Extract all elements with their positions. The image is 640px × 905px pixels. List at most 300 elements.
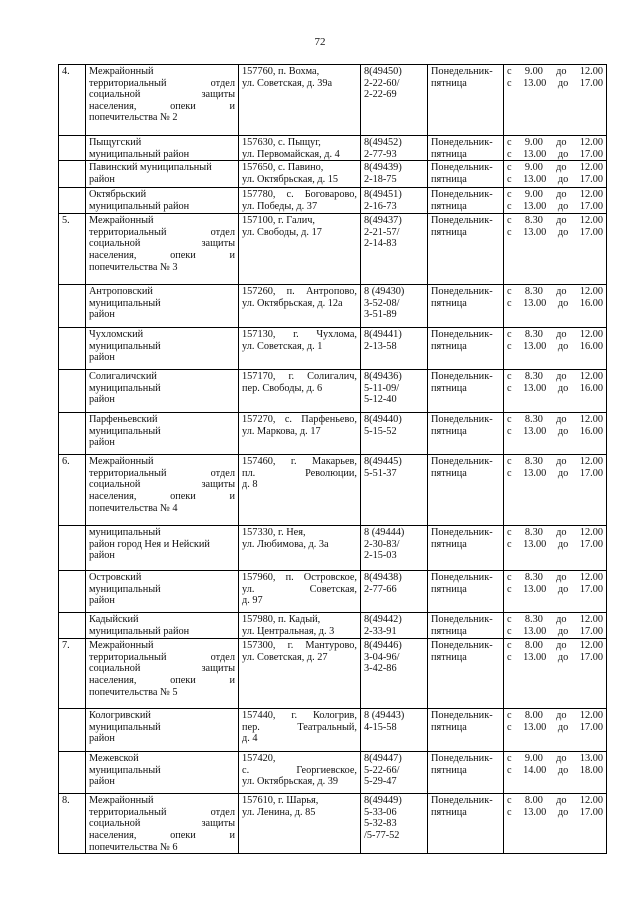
name-line: территориальный отдел [89, 467, 235, 479]
name-line: муниципальный [89, 425, 161, 437]
phone-line: 8(49445) [364, 456, 402, 468]
address-line: пл. Революции, [242, 467, 357, 479]
cell-hours [504, 214, 607, 285]
cell-address [239, 161, 361, 188]
cell-name [86, 639, 239, 709]
address-line: д. 8 [242, 479, 258, 491]
address-line: 157260, п. Антропово, [242, 286, 357, 298]
address-line: пер. Театральный, [242, 721, 357, 733]
days-line: Понедельник- [431, 753, 493, 765]
hours-line: с 13.00 до 17.00 [507, 226, 603, 238]
cell-number [59, 639, 86, 709]
days-line: Понедельник- [431, 710, 493, 722]
cell-days [428, 188, 504, 214]
cell-hours [504, 455, 607, 526]
table-row [59, 214, 607, 285]
name-line: Кологривский [89, 710, 151, 722]
cell-phone [361, 526, 428, 571]
address-line: 157440, г. Кологрив, [242, 710, 357, 722]
days-line: пятница [431, 340, 467, 352]
phone-line: 5-51-37 [364, 467, 397, 479]
hours-line: с 14.00 до 18.00 [507, 764, 603, 776]
name-line: социальной защиты [89, 89, 235, 101]
phone-line: 8(49451) [364, 189, 402, 201]
phone-line: 5-32-83 [364, 818, 397, 830]
cell-days [428, 526, 504, 571]
cell-phone [361, 285, 428, 328]
cell-hours [504, 709, 607, 752]
cell-number [59, 214, 86, 285]
cell-days [428, 455, 504, 526]
cell-days [428, 136, 504, 161]
name-line: населения, опеки и [89, 249, 235, 261]
phone-line: 3-52-08/ [364, 297, 400, 309]
departments-table [58, 64, 607, 854]
cell-phone [361, 136, 428, 161]
name-line: муниципальный [89, 583, 161, 595]
cell-number [59, 571, 86, 613]
table-row [59, 370, 607, 413]
days-line: Понедельник- [431, 527, 493, 539]
phone-line: 2-13-58 [364, 340, 397, 352]
table-row [59, 413, 607, 455]
cell-address [239, 370, 361, 413]
days-line: Понедельник- [431, 215, 493, 227]
cell-phone [361, 794, 428, 854]
cell-name [86, 65, 239, 136]
cell-hours [504, 328, 607, 370]
hours-line: с 13.00 до 16.00 [507, 340, 603, 352]
table-row [59, 639, 607, 709]
name-line: муниципальный район [89, 625, 190, 637]
cell-name [86, 526, 239, 571]
cell-hours [504, 752, 607, 794]
phone-line: 8(49442) [364, 614, 402, 626]
address-line: ул. Советская, д. 39а [242, 77, 333, 89]
name-line: Солигаличский [89, 371, 157, 383]
name-line: социальной защиты [89, 818, 235, 830]
name-line: попечительства № 6 [89, 841, 178, 853]
name-line: Антроповский [89, 286, 153, 298]
cell-hours [504, 161, 607, 188]
cell-number [59, 752, 86, 794]
cell-name [86, 794, 239, 854]
name-line: населения, опеки и [89, 490, 235, 502]
name-line: социальной защиты [89, 479, 235, 491]
phone-line: 2-21-57/ [364, 226, 400, 238]
cell-hours [504, 136, 607, 161]
days-line: Понедельник- [431, 414, 493, 426]
hours-line: с 13.00 до 17.00 [507, 200, 603, 212]
cell-address [239, 328, 361, 370]
name-line: муниципальный [89, 527, 161, 539]
name-line: Межрайонный [89, 795, 154, 807]
phone-line: 2-15-03 [364, 550, 397, 562]
cell-phone [361, 455, 428, 526]
hours-line: с 13.00 до 17.00 [507, 583, 603, 595]
cell-phone [361, 328, 428, 370]
hours-line: с 8.30 до 12.00 [507, 371, 603, 383]
table-row [59, 285, 607, 328]
cell-address [239, 285, 361, 328]
days-line: пятница [431, 297, 467, 309]
phone-line: 5-15-52 [364, 425, 397, 437]
name-line: район город Нея и Нейский [89, 538, 210, 550]
cell-days [428, 65, 504, 136]
phone-line: 8(49437) [364, 215, 402, 227]
table-row [59, 188, 607, 214]
table-row [59, 526, 607, 571]
name-line: социальной защиты [89, 238, 235, 250]
phone-line: 8(49440) [364, 414, 402, 426]
cell-address [239, 709, 361, 752]
table-row [59, 794, 607, 854]
address-line: д. 4 [242, 733, 258, 745]
address-line: 157100, г. Галич, [242, 215, 316, 227]
cell-address [239, 413, 361, 455]
cell-address [239, 65, 361, 136]
name-line: Пыщугский [89, 137, 142, 148]
phone-line: 8(49446) [364, 640, 402, 652]
cell-days [428, 613, 504, 639]
days-line: Понедельник- [431, 137, 493, 148]
name-line: муниципальный [89, 721, 161, 733]
days-line: Понедельник- [431, 189, 493, 201]
table-row [59, 571, 607, 613]
cell-hours [504, 794, 607, 854]
phone-line: 5-29-47 [364, 776, 397, 788]
cell-phone [361, 65, 428, 136]
hours-line: с 8.30 до 12.00 [507, 414, 603, 426]
table-row [59, 752, 607, 794]
cell-days [428, 370, 504, 413]
phone-line: 3-51-89 [364, 309, 397, 321]
cell-address [239, 188, 361, 214]
name-line: попечительства № 2 [89, 112, 178, 124]
hours-line: с 13.00 до 16.00 [507, 382, 603, 394]
name-line: муниципальный [89, 297, 161, 309]
name-line: населения, опеки и [89, 674, 235, 686]
address-line: д. 97 [242, 595, 263, 607]
cell-days [428, 285, 504, 328]
name-line: Межрайонный [89, 640, 154, 652]
days-line: Понедельник- [431, 371, 493, 383]
hours-line: с 8.30 до 12.00 [507, 329, 603, 341]
address-line: ул. Октябрьская, д. 12а [242, 297, 343, 309]
cell-name [86, 709, 239, 752]
name-line: район [89, 394, 115, 406]
hours-line: с 13.00 до 17.00 [507, 77, 603, 89]
phone-line: 2-14-83 [364, 238, 397, 250]
hours-line: с 13.00 до 17.00 [507, 148, 603, 160]
cell-number [59, 65, 86, 136]
address-line: ул. Свободы, д. 17 [242, 226, 322, 238]
name-line: Октябрьский [89, 189, 147, 201]
phone-line: 8(49447) [364, 753, 402, 765]
address-line: 157330, г. Нея, [242, 527, 306, 539]
name-line: территориальный отдел [89, 77, 235, 89]
cell-days [428, 752, 504, 794]
days-line: пятница [431, 651, 467, 663]
cell-address [239, 526, 361, 571]
cell-hours [504, 571, 607, 613]
cell-days [428, 571, 504, 613]
cell-address [239, 455, 361, 526]
cell-number [59, 709, 86, 752]
days-line: пятница [431, 173, 467, 185]
cell-days [428, 639, 504, 709]
days-line: Понедельник- [431, 66, 493, 77]
cell-phone [361, 639, 428, 709]
name-line: Парфеньевский [89, 414, 158, 426]
hours-line: с 13.00 до 16.00 [507, 425, 603, 437]
phone-line: 2-16-73 [364, 200, 397, 212]
cell-number [59, 613, 86, 639]
address-line: 157650, с. Павино, [242, 162, 324, 174]
address-line: ул. Маркова, д. 17 [242, 425, 321, 437]
days-line: пятница [431, 382, 467, 394]
cell-name [86, 285, 239, 328]
phone-line: 8(49452) [364, 137, 402, 148]
phone-line: 8(49441) [364, 329, 402, 341]
cell-hours [504, 413, 607, 455]
cell-name [86, 214, 239, 285]
table-row [59, 161, 607, 188]
cell-hours [504, 370, 607, 413]
cell-number [59, 526, 86, 571]
name-line: попечительства № 4 [89, 502, 178, 514]
row-number: 5. [62, 215, 70, 227]
days-line: пятница [431, 226, 467, 238]
cell-address [239, 571, 361, 613]
phone-line: 3-42-86 [364, 663, 397, 675]
name-line: населения, опеки и [89, 100, 235, 112]
days-line: Понедельник- [431, 795, 493, 807]
days-line: Понедельник- [431, 456, 493, 468]
hours-line: с 8.30 до 12.00 [507, 286, 603, 298]
days-line: Понедельник- [431, 572, 493, 584]
days-line: пятница [431, 806, 467, 818]
cell-hours [504, 526, 607, 571]
address-line: ул. Советская, [242, 583, 357, 595]
phone-line: 8 (49430) [364, 286, 405, 298]
table-body [59, 65, 607, 854]
name-line: район [89, 550, 115, 562]
hours-line: с 13.00 до 17.00 [507, 173, 603, 185]
address-line: 157130, г. Чухлома, [242, 329, 357, 341]
cell-phone [361, 752, 428, 794]
days-line: пятница [431, 77, 467, 89]
hours-line: с 13.00 до 17.00 [507, 467, 603, 479]
cell-phone [361, 613, 428, 639]
name-line: район [89, 595, 115, 607]
cell-phone [361, 161, 428, 188]
hours-line: с 13.00 до 17.00 [507, 806, 603, 818]
address-line: 157630, с. Пыщуг, [242, 137, 321, 148]
address-line: 157780, с. Боговарово, [242, 189, 357, 201]
cell-hours [504, 639, 607, 709]
cell-number [59, 455, 86, 526]
days-line: пятница [431, 425, 467, 437]
hours-line: с 9.00 до 13.00 [507, 753, 603, 765]
row-number: 7. [62, 640, 70, 652]
name-line: муниципальный район [89, 148, 190, 160]
phone-line: 8(49438) [364, 572, 402, 584]
cell-number [59, 136, 86, 161]
cell-number [59, 794, 86, 854]
address-line: ул. Центральная, д. 3 [242, 625, 335, 637]
cell-phone [361, 709, 428, 752]
hours-line: с 13.00 до 17.00 [507, 651, 603, 663]
name-line: муниципальный [89, 340, 161, 352]
row-number: 6. [62, 456, 70, 468]
days-line: Понедельник- [431, 162, 493, 174]
cell-number [59, 328, 86, 370]
name-line: Павинский муниципальный [89, 162, 212, 174]
name-line: попечительства № 5 [89, 686, 178, 698]
cell-name [86, 188, 239, 214]
phone-line: 4-15-58 [364, 721, 397, 733]
phone-line: 2-77-66 [364, 583, 397, 595]
phone-line: 3-04-96/ [364, 651, 400, 663]
hours-line: с 9.00 до 12.00 [507, 162, 603, 174]
hours-line: с 8.30 до 12.00 [507, 456, 603, 468]
address-line: с. Георгиевское, [242, 764, 357, 776]
page-number: 72 [314, 36, 326, 48]
hours-line: с 9.00 до 12.00 [507, 189, 603, 201]
phone-line: 8(49439) [364, 162, 402, 174]
name-line: район [89, 309, 115, 321]
name-line: Межрайонный [89, 66, 154, 77]
hours-line: с 13.00 до 17.00 [507, 625, 603, 637]
address-line: ул. Первомайская, д. 4 [242, 148, 340, 160]
name-line: населения, опеки и [89, 829, 235, 841]
cell-name [86, 328, 239, 370]
address-line: ул. Советская, д. 27 [242, 651, 328, 663]
hours-line: с 8.00 до 12.00 [507, 795, 603, 807]
row-number: 8. [62, 795, 70, 807]
days-line: Понедельник- [431, 329, 493, 341]
phone-line: 5-33-06 [364, 806, 397, 818]
hours-line: с 8.30 до 12.00 [507, 614, 603, 626]
cell-days [428, 161, 504, 188]
cell-days [428, 794, 504, 854]
name-line: район [89, 352, 115, 364]
cell-days [428, 328, 504, 370]
cell-address [239, 794, 361, 854]
cell-number [59, 285, 86, 328]
address-line: 157170, г. Солигалич, [242, 371, 357, 383]
name-line: район [89, 437, 115, 449]
name-line: район [89, 776, 115, 788]
hours-line: с 13.00 до 16.00 [507, 297, 603, 309]
hours-line: с 8.30 до 12.00 [507, 215, 603, 227]
name-line: район [89, 733, 115, 745]
name-line: территориальный отдел [89, 226, 235, 238]
address-line: 157610, г. Шарья, [242, 795, 319, 807]
name-line: муниципальный [89, 382, 161, 394]
table-row [59, 328, 607, 370]
hours-line: с 9.00 до 12.00 [507, 137, 603, 148]
table-row [59, 136, 607, 161]
address-line: 157420, [242, 753, 276, 765]
name-line: социальной защиты [89, 663, 235, 675]
cell-phone [361, 413, 428, 455]
cell-name [86, 455, 239, 526]
table-row [59, 709, 607, 752]
address-line: ул. Октябрьская, д. 39 [242, 776, 339, 788]
cell-name [86, 370, 239, 413]
name-line: Межрайонный [89, 456, 154, 468]
hours-line: с 8.30 до 12.00 [507, 572, 603, 584]
name-line: муниципальный район [89, 200, 190, 212]
cell-number [59, 413, 86, 455]
days-line: пятница [431, 200, 467, 212]
phone-line: 8(49450) [364, 66, 402, 77]
cell-number [59, 161, 86, 188]
row-number: 4. [62, 66, 70, 77]
cell-name [86, 613, 239, 639]
cell-days [428, 214, 504, 285]
cell-address [239, 214, 361, 285]
hours-line: с 8.30 до 12.00 [507, 527, 603, 539]
cell-hours [504, 188, 607, 214]
hours-line: с 9.00 до 12.00 [507, 66, 603, 77]
address-line: ул. Победы, д. 37 [242, 200, 318, 212]
address-line: ул. Октябрьская, д. 15 [242, 173, 339, 185]
phone-line: 8(49436) [364, 371, 402, 383]
cell-phone [361, 188, 428, 214]
name-line: район [89, 173, 115, 185]
days-line: пятница [431, 467, 467, 479]
cell-hours [504, 65, 607, 136]
address-line: 157760, п. Вохма, [242, 66, 320, 77]
cell-days [428, 413, 504, 455]
table-row [59, 613, 607, 639]
address-line: ул. Любимова, д. 3а [242, 538, 329, 550]
phone-line: 2-33-91 [364, 625, 397, 637]
hours-line: с 13.00 до 17.00 [507, 721, 603, 733]
hours-line: с 8.00 до 12.00 [507, 640, 603, 652]
days-line: пятница [431, 625, 467, 637]
cell-phone [361, 214, 428, 285]
address-line: пер. Свободы, д. 6 [242, 382, 323, 394]
days-line: пятница [431, 583, 467, 595]
hours-line: с 13.00 до 17.00 [507, 538, 603, 550]
cell-address [239, 613, 361, 639]
cell-name [86, 136, 239, 161]
name-line: Межевской [89, 753, 139, 765]
phone-line: 8(49449) [364, 795, 402, 807]
table-row [59, 455, 607, 526]
days-line: пятница [431, 764, 467, 776]
phone-line: 2-22-69 [364, 89, 397, 101]
address-line: 157300, г. Мантурово, [242, 640, 357, 652]
address-line: 157980, п. Кадый, [242, 614, 321, 626]
phone-line: 5-12-40 [364, 394, 397, 406]
name-line: Чухломский [89, 329, 144, 341]
phone-line: 5-11-09/ [364, 382, 400, 394]
cell-name [86, 161, 239, 188]
table-row [59, 65, 607, 136]
cell-name [86, 752, 239, 794]
name-line: территориальный отдел [89, 806, 235, 818]
cell-name [86, 413, 239, 455]
cell-name [86, 571, 239, 613]
cell-number [59, 370, 86, 413]
phone-line: /5-77-52 [364, 829, 400, 841]
days-line: Понедельник- [431, 614, 493, 626]
